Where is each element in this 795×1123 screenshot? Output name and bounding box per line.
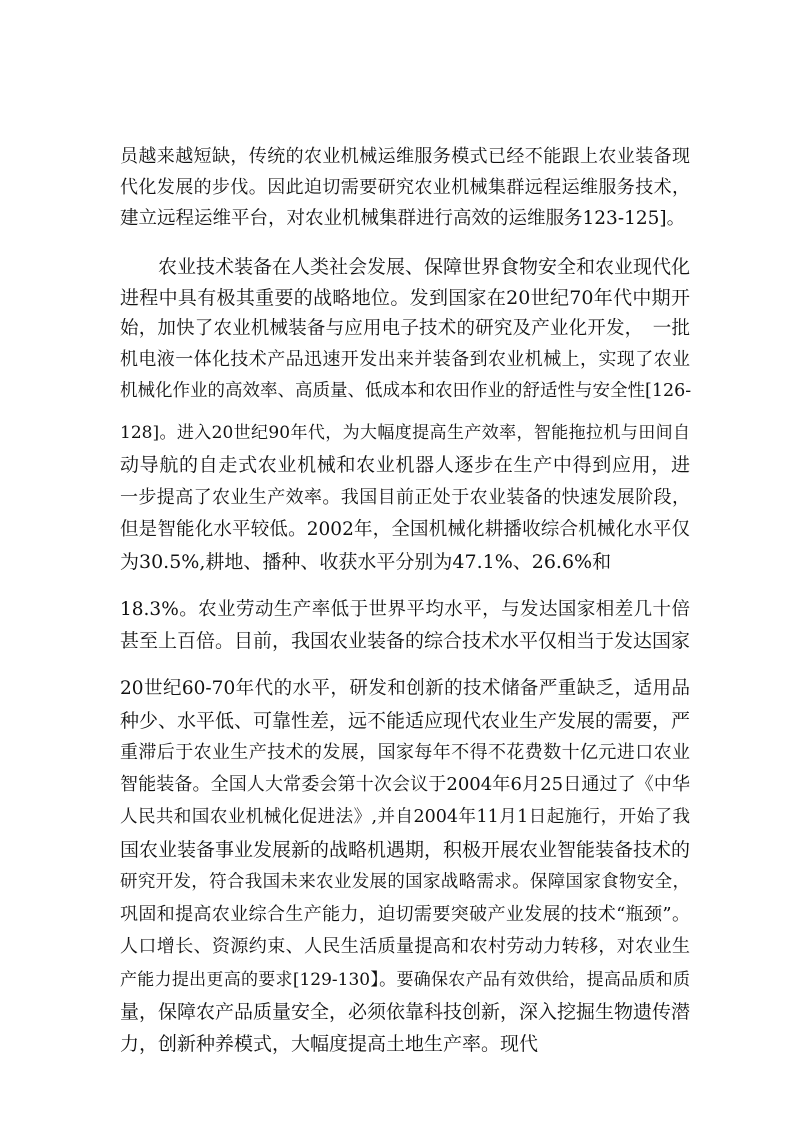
text-line: 人口增长、资源约束、人民生活质量提高和农村劳动力转移，对农业生 <box>120 936 690 957</box>
text-line: 巩固和提高农业综合生产能力，迫切需要突破产业发展的技术“瓶颈”。 <box>120 904 690 925</box>
text-line: 人民共和国农业机械化促进法》,并自2004年11月1日起施行，开始了我 <box>120 807 690 827</box>
text-line: 动导航的自走式农业机械和农业机器人逐步在生产中得到应用，进 <box>120 454 690 476</box>
text-line: 18.3%。农业劳动生产率低于世界平均水平，与发达国家相差几十倍 <box>120 599 690 620</box>
text-line: 128]。进入20世纪90年代，为大幅度提高生产效率，智能拖拉机与田间自 <box>120 423 690 443</box>
text-line: 但是智能化水平较低。2002年，全国机械化耕播收综合机械化水平仅 <box>120 519 690 540</box>
text-line: 进程中具有极其重要的战略地位。发到国家在20世纪70年代中期开 <box>120 287 690 309</box>
text-line: 为30.5%,耕地、播种、收获水平分别为47.1%、26.6%和 <box>120 551 612 573</box>
text-line: 重滞后于农业生产技术的发展，国家每年不得不花费数十亿元进口农业 <box>120 742 690 763</box>
text-line: 国农业装备事业发展新的战略机遇期，积极开展农业智能装备技术的 <box>120 839 691 861</box>
text-line: 产能力提出更高的要求[129-130】。要确保农产品有效供给，提高品质和质 <box>120 970 690 990</box>
text-line: 始，加快了农业机械装备与应用电子技术的研究及产业化开发， 一批 <box>120 318 690 339</box>
text-line: 种少、水平低、可靠性差，远不能适应现代农业生产发展的需要，严 <box>120 710 691 732</box>
text-line: 农业技术装备在人类社会发展、保障世界食物安全和农业现代化 <box>158 256 691 278</box>
text-line: 智能装备。全国人大常委会第十次会议于2004年6月25日通过了《中华 <box>120 774 690 795</box>
text-line: 20世纪60-70年代的水平，研发和创新的技术储备严重缺乏，适用品 <box>120 678 690 699</box>
text-line: 机电液一体化技术产品迅速开发出来并装备到农业机械上，实现了农业 <box>120 349 690 370</box>
text-line: 甚至上百倍。目前，我国农业装备的综合技术水平仅相当于发达国家 <box>120 630 691 652</box>
text-line: 一步提高了农业生产效率。我国目前正处于农业装备的快速发展阶段， <box>120 487 690 508</box>
text-line: 员越来越短缺，传统的农业机械运维服务模式已经不能跟上农业装备现 <box>120 146 690 167</box>
text-line: 代化发展的步伐。因此迫切需要研究农业机械集群远程运维服务技术， <box>120 177 690 198</box>
text-line: 力，创新种养模式，大幅度提高土地生产率。现代 <box>120 1033 539 1055</box>
text-line: 建立远程运维平台，对农业机械集群进行高效的运维服务123-125]。 <box>120 208 686 229</box>
text-line: 机械化作业的高效率、高质量、低成本和农田作业的舒适性与安全性[126- <box>120 381 692 401</box>
text-line: 研究开发，符合我国未来农业发展的国家战略需求。保障国家食物安全， <box>120 872 690 892</box>
text-line: 量，保障农产品质量安全，必须依靠科技创新，深入挖掘生物遗传潜 <box>120 1001 691 1023</box>
